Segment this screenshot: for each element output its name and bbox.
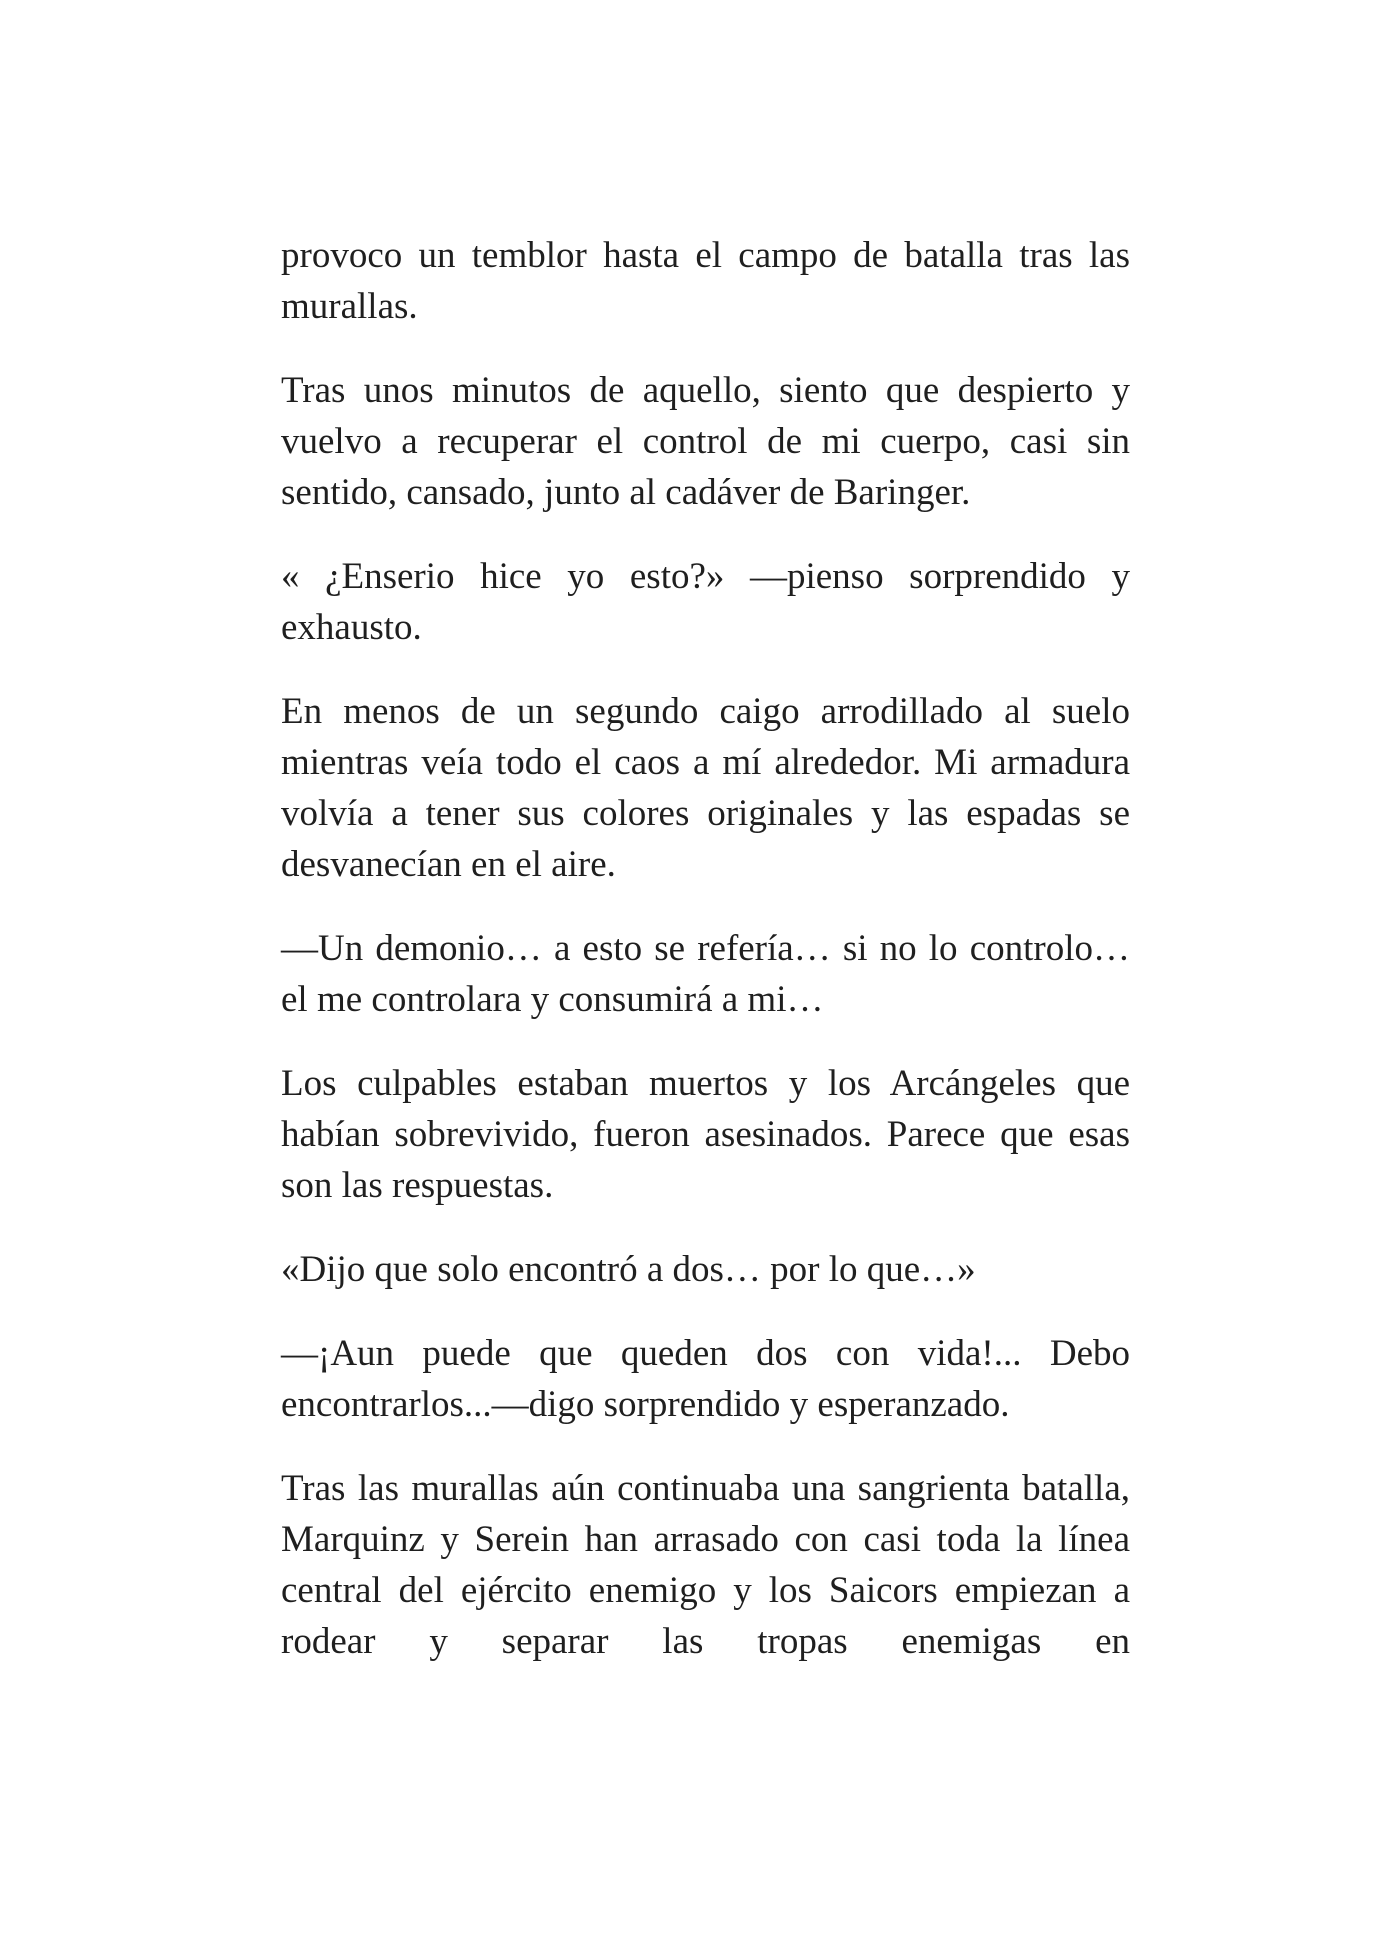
- paragraph-2: Tras unos minutos de aquello, siento que despierto y vuelvo a recuperar el control de mi cuerpo, casi sin sentido, cansado, junto al cadáver de Baringer.: [281, 370, 1130, 513]
- paragraph-7: «Dijo que solo encontró a dos… por lo que…»: [281, 1249, 976, 1290]
- paragraph-9: Tras las murallas aún continuaba una sangrienta batalla, Marquinz y Serein han arrasado con casi toda la línea central del ejército enemigo y los Saicors empiezan a rodear y separar las tropas enemigas en: [281, 1468, 1130, 1662]
- paragraph-1: provoco un temblor hasta el campo de batalla tras las murallas.: [281, 235, 1130, 327]
- text-column: [281, 230, 1130, 1667]
- paragraph-5: —Un demonio… a esto se refería… si no lo controlo… el me controlara y consumirá a mi…: [281, 928, 1130, 1020]
- paragraph-4: En menos de un segundo caigo arrodillado al suelo mientras veía todo el caos a mí alrededor. Mi armadura volvía a tener sus colores originales y las espadas se desvanecían en el aire.: [281, 691, 1130, 885]
- paragraph-6: Los culpables estaban muertos y los Arcángeles que habían sobrevivido, fueron asesinados. Parece que esas son las respuestas.: [281, 1063, 1130, 1206]
- paragraph-8: —¡Aun puede que queden dos con vida!... Debo encontrarlos...—digo sorprendido y esperanzado.: [281, 1333, 1130, 1425]
- paragraph-3: « ¿Enserio hice yo esto?» —pienso sorprendido y exhausto.: [281, 556, 1130, 648]
